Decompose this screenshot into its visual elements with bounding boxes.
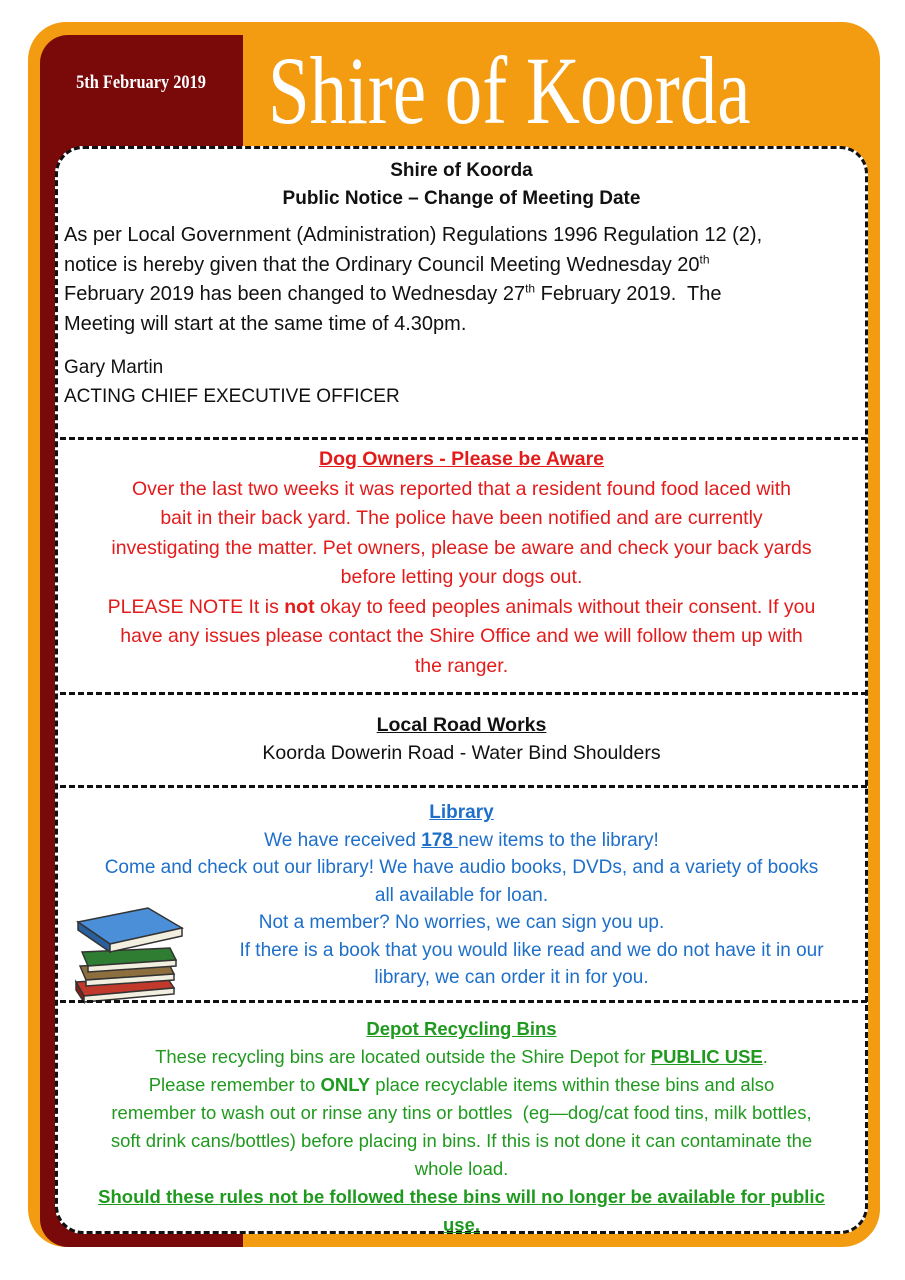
library-text: new items to the library! <box>458 829 659 851</box>
library-line <box>58 827 865 855</box>
stack-of-books-icon <box>70 904 188 1004</box>
notice-text: February 2019 has been changed to Wednesday 27 <box>64 283 526 305</box>
dog-text: okay to feed peoples animals without their consent. If you <box>314 595 816 618</box>
dog-owners-section <box>58 445 865 681</box>
notice-line: As per Local Government (Administration) Regulations 1996 Regulation 12 (2), <box>64 224 763 246</box>
content-panel <box>55 146 868 1234</box>
issue-date: 5th February 2019 <box>76 72 206 93</box>
section-divider <box>60 785 867 788</box>
dog-emphasis: not <box>284 595 315 618</box>
road-works-detail: Koorda Dowerin Road - Water Bind Shoulders <box>262 742 661 764</box>
notice-text: notice is hereby given that the Ordinary Council Meeting Wednesday 20 <box>64 253 700 276</box>
dog-line: before letting your dogs out. <box>340 566 583 588</box>
dog-line: bait in their back yard. The police have been notified and are currently <box>160 507 763 529</box>
road-works-section <box>58 711 865 767</box>
recycling-line: whole load. <box>414 1158 509 1179</box>
superscript: th <box>525 281 536 296</box>
recycling-line <box>58 1043 865 1071</box>
notice-text: February 2019. The <box>535 283 722 305</box>
dog-line: Over the last two weeks it was reported that a resident found food laced with <box>131 477 792 500</box>
dog-text: PLEASE NOTE It is <box>107 595 285 618</box>
notice-heading: Public Notice – Change of Meeting Date <box>282 188 641 209</box>
signatory-title: ACTING CHIEF EXECUTIVE OFFICER <box>64 386 400 407</box>
recycling-warning: Should these rules not be followed these bins will no longer be available for public <box>98 1186 825 1207</box>
library-line: all available for loan. <box>374 884 549 906</box>
recycling-text: Please remember to <box>148 1074 321 1095</box>
library-heading: Library <box>429 802 494 823</box>
recycling-line: remember to wash out or rinse any tins or bottles (eg—dog/cat food tins, milk bottles, <box>111 1102 812 1123</box>
recycling-text: . <box>762 1046 768 1067</box>
section-divider <box>60 1000 867 1003</box>
recycling-heading: Depot Recycling Bins <box>366 1018 557 1039</box>
signatory-name: Gary Martin <box>64 357 164 378</box>
newsletter-title: Shire of Koorda <box>268 37 751 144</box>
recycling-line: soft drink cans/bottles) before placing in bins. If this is not done it can contaminate the <box>110 1130 813 1151</box>
notice-line: Meeting will start at the same time of 4.30pm. <box>64 312 467 335</box>
library-text: We have received <box>264 829 422 851</box>
dog-line: have any issues please contact the Shire Office and we will follow them up with <box>120 625 803 647</box>
dog-line: the ranger. <box>414 654 509 677</box>
library-line: library, we can order it in for you. <box>374 967 649 988</box>
dog-line: investigating the matter. Pet owners, please be aware and check your back yards <box>111 536 812 559</box>
recycling-line <box>58 1071 865 1099</box>
notice-body <box>58 213 865 411</box>
section-divider <box>60 692 867 695</box>
superscript: th <box>699 251 710 266</box>
dog-line <box>64 593 859 623</box>
public-use-emphasis: PUBLIC USE <box>650 1046 763 1067</box>
signature-block <box>64 353 857 411</box>
notice-line <box>64 280 857 310</box>
library-line: Not a member? No worries, we can sign you up. <box>258 912 665 933</box>
recycling-warning: use. <box>442 1214 481 1235</box>
new-items-count: 178 <box>421 829 459 851</box>
only-emphasis: ONLY <box>320 1074 371 1095</box>
section-divider <box>60 437 867 440</box>
notice-org: Shire of Koorda <box>390 160 533 181</box>
recycling-text: place recyclable items within these bins and also <box>370 1074 775 1095</box>
dog-owners-heading: Dog Owners - Please be Aware <box>318 448 605 470</box>
library-line: Come and check out our library! We have audio books, DVDs, and a variety of books <box>104 857 819 878</box>
road-works-heading: Local Road Works <box>376 714 547 736</box>
public-notice-section <box>58 157 865 411</box>
recycling-section <box>58 1015 865 1239</box>
notice-line <box>64 251 857 281</box>
recycling-text: These recycling bins are located outside the Shire Depot for <box>155 1046 651 1067</box>
library-line: If there is a book that you would like read and we do not have it in our <box>239 939 824 961</box>
